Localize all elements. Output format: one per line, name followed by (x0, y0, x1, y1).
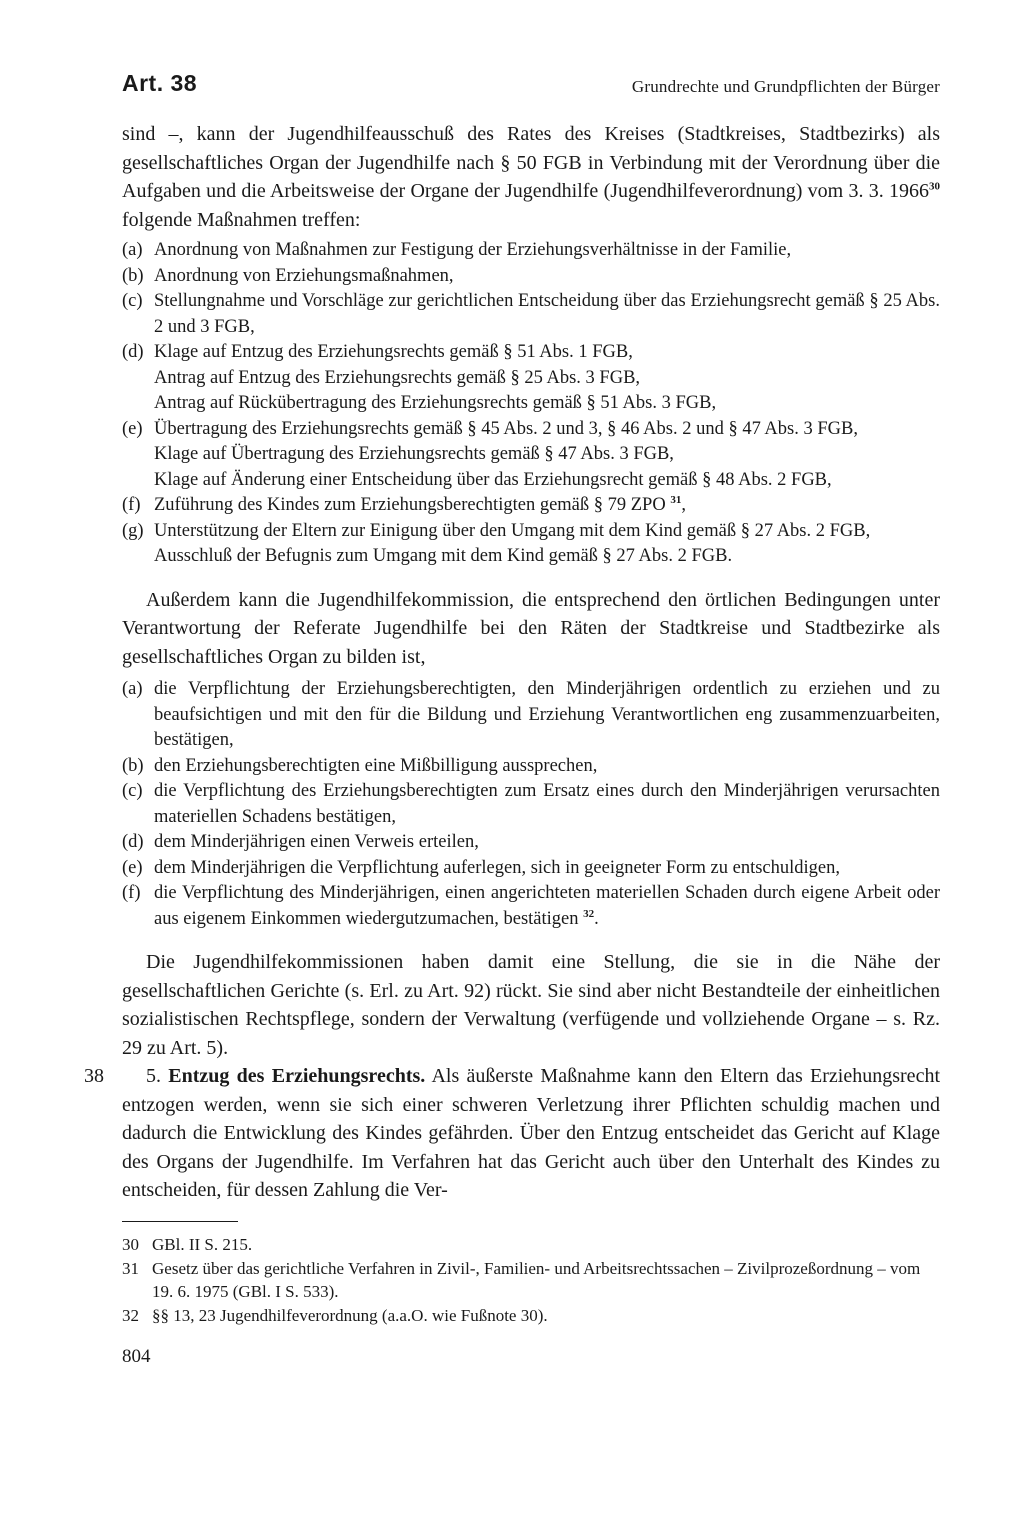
list-item (122, 289, 940, 340)
list-label: (c) (122, 291, 143, 311)
list-line: Antrag auf Entzug des Erziehungsrechts gemäß § 25 Abs. 3 FGB, (154, 367, 641, 388)
list-line: Ausschluß der Befugnis zum Umgang mit dem Kind gemäß § 27 Abs. 2 FGB. (154, 546, 733, 566)
list-text-block (154, 340, 940, 417)
footnote-number: 30 (122, 1235, 139, 1254)
list-line: Übertragung des Erziehungsrechts gemäß § 45 Abs. 2 und 3, § 46 Abs. 2 und § 47 Abs. 3 FGB, (154, 418, 858, 439)
list-item (122, 493, 940, 519)
list-item (122, 754, 940, 780)
list-text-block (154, 881, 940, 932)
section-number: 5. (146, 1065, 161, 1087)
list-item (122, 340, 940, 417)
list-punct: . (594, 908, 599, 929)
list-label: (f) (122, 883, 141, 903)
list-text: Anordnung von Erziehungsmaßnahmen, (154, 265, 454, 286)
measures-list (122, 238, 940, 570)
list-label: (b) (122, 265, 144, 286)
footnotes (122, 1233, 940, 1327)
list-label: (c) (122, 781, 143, 801)
footnote-text: Gesetz über das gerichtliche Verfahren in Zivil-, Familien- und Arbeitsrechtssachen – Zivilprozeßordnung – vom 19. 6. 1975 (GBl. I S. 533). (152, 1258, 921, 1301)
list-label: (a) (122, 679, 143, 699)
running-title: Grundrechte und Grundpflichten der Bürger (631, 77, 940, 96)
list-item (122, 417, 940, 494)
list-item (122, 264, 940, 290)
footnote-ref-30[interactable]: 30 (929, 180, 940, 193)
intro-paragraph (122, 120, 940, 234)
list-punct: , (681, 495, 686, 515)
list-text: den Erziehungsberechtigten eine Mißbilligung aussprechen, (154, 755, 598, 776)
list-line: die Verpflichtung des Minderjährigen, einen angerichteten materiellen Schaden durch eigene Arbeit oder aus eigenem Einkommen wiedergutzumachen, bestätigen (154, 883, 940, 929)
article-number: Art. 38 (122, 70, 198, 96)
list-line: Klage auf Änderung einer Entscheidung über das Erziehungsrecht gemäß § 48 Abs. 2 FGB, (154, 469, 832, 490)
footnote-number: 32 (122, 1305, 139, 1325)
list-item (122, 519, 940, 570)
footnote-ref-32[interactable]: 32 (583, 907, 595, 920)
list-text: dem Minderjährigen einen Verweis erteilen, (154, 832, 479, 852)
paragraph-status: Die Jugendhilfekommissionen haben damit eine Stellung, die sie in die Nähe der gesellschaftlichen Gerichte (s. Erl. zu Art. 92) rückt. Sie sind aber nicht Bestandteile der einheitlichen sozialistischen Rechtspflege, sondern der Verwaltung (verfügende und vollziehende Organe – s. Rz. 29 zu Art. 5). (122, 951, 940, 1059)
footnote-text: §§ 13, 23 Jugendhilfeverordnung (a.a.O. wie Fußnote 30). (152, 1305, 548, 1325)
list-text: die Verpflichtung des Erziehungsberechtigten zum Ersatz eines durch den Minderjährigen verursachten materiellen Schadens bestätigen, (154, 781, 940, 827)
list-line: Klage auf Übertragung des Erziehungsrechts gemäß § 47 Abs. 3 FGB, (154, 444, 674, 464)
list-label: (d) (122, 342, 144, 362)
paragraph-commission: Außerdem kann die Jugendhilfekommission, die entsprechend den örtlichen Bedingungen unter Verantwortung der Referate Jugendhilfe bei den Räten der Stadtkreise und Stadtbezirke als gesellschaftliches Organ zu bilden ist, (122, 588, 940, 668)
list-label: (e) (122, 857, 143, 878)
footnote-ref-31[interactable]: 31 (670, 493, 682, 506)
section-text: Als äußerste Maßnahme kann den Eltern das Erziehungsrecht entzogen werden, wenn sie sich einer schweren Verletzung ihrer Pflichten schuldig machen und dadurch die Entwicklung des Kindes gefährden. Über den Entzug entscheidet das Gericht auf Klage des Organs der Jugendhilfe. Im Verfahren hat das Gericht auch über den Unterhalt des Kindes zu entscheiden, für dessen Zahlung die Ver- (122, 1065, 940, 1201)
list-label: (e) (122, 418, 143, 439)
section-withdrawal (84, 1062, 940, 1205)
list-text: dem Minderjährigen die Verpflichtung auferlegen, sich in geeigneter Form zu entschuldigen, (154, 857, 840, 878)
section-title: Entzug des Erziehungsrechts. (168, 1065, 426, 1087)
list-text-block (154, 493, 940, 519)
footnote-divider (122, 1221, 238, 1222)
footnote-number: 31 (122, 1258, 139, 1278)
list-line: Unterstützung der Eltern zur Einigung über den Umgang mit dem Kind gemäß § 27 Abs. 2 FGB, (154, 520, 871, 541)
margin-number: 38 (84, 1065, 104, 1087)
list-line: Klage auf Entzug des Erziehungsrechts gemäß § 51 Abs. 1 FGB, (154, 342, 633, 362)
intro-text: sind –, kann der Jugendhilfeausschuß des Rates des Kreises (Stadtkreises, Stadtbezirks) als gesellschaftliches Organ der Jugendhilfe nach § 50 FGB in Verbindung mit der Verordnung über die Aufgaben und die Arbeitsweise der Organe der Jugendhilfe (Jugendhilfeverordnung) vom 3. 3. 1966 (122, 123, 940, 202)
list-text: Anordnung von Maßnahmen zur Festigung der Erziehungsverhältnisse in der Familie, (154, 240, 792, 260)
list-item (122, 856, 940, 882)
list-text: die Verpflichtung der Erziehungsberechtigten, den Minderjährigen ordentlich zu erziehen und zu beaufsichtigen und mit den für die Bildung und Erziehung Verantwortlichen eng zusammenzuarbeiten, bestätigen, (154, 679, 940, 750)
list-text-block (154, 417, 940, 494)
list-label: (f) (122, 495, 141, 515)
list-line: Antrag auf Rückübertragung des Erziehungsrechts gemäß § 51 Abs. 3 FGB, (154, 393, 717, 413)
list-item (122, 830, 940, 856)
page-number: 804 (122, 1346, 151, 1367)
list-label: (b) (122, 755, 144, 776)
list-text: Stellungnahme und Vorschläge zur gerichtlichen Entscheidung über das Erziehungsrecht gemäß § 25 Abs. 2 und 3 FGB, (154, 291, 940, 337)
list-text-block (154, 519, 940, 570)
list-label: (d) (122, 832, 144, 852)
intro-tail: folgende Maßnahmen treffen: (122, 208, 361, 231)
list-line: Zuführung des Kindes zum Erziehungsberechtigten gemäß § 79 ZPO (154, 495, 666, 515)
list-item (122, 881, 940, 932)
list-item (122, 677, 940, 754)
footnote (122, 1257, 940, 1304)
list-item (122, 238, 940, 264)
list-label: (a) (122, 240, 143, 260)
list-label: (g) (122, 520, 144, 541)
footnote-text: GBl. II S. 215. (152, 1235, 253, 1254)
commission-list (122, 677, 940, 932)
footnote (122, 1304, 940, 1328)
footnote (122, 1233, 940, 1257)
list-item (122, 779, 940, 830)
main-text (84, 120, 940, 1205)
